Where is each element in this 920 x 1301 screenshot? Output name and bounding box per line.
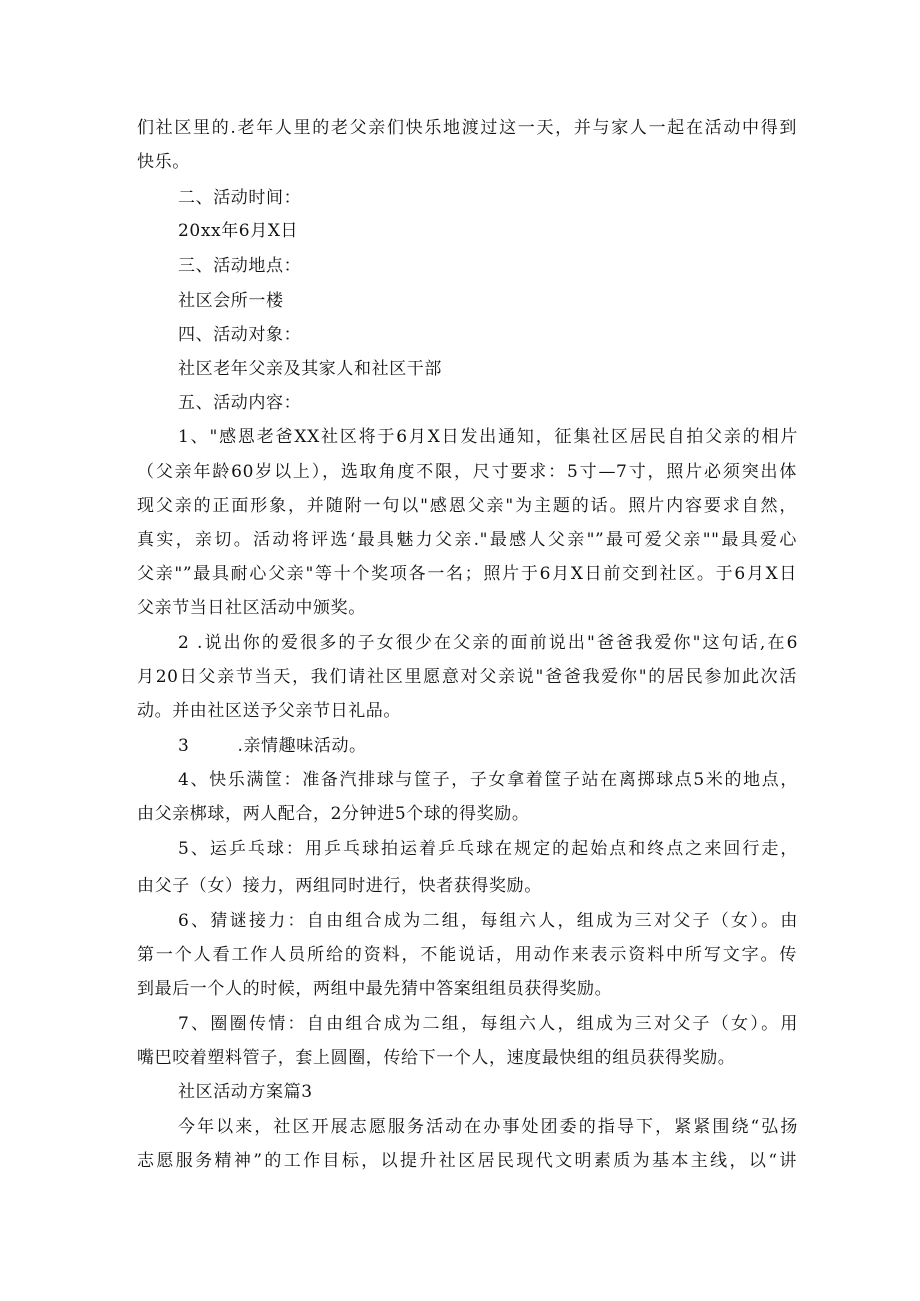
section-heading: 二、活动时间： [178, 188, 302, 208]
text-line: 们社区里的.老年人里的老父亲们快乐地渡过这一天，并与家人一起在活动中得到 [137, 118, 797, 138]
text-line: 现父亲的正面形象，并随附一句以"感恩父亲"为主题的话。照片内容要求自然， [137, 496, 797, 516]
text-line: 到最后一个人的时候，两组中最先猜中答案组组员获得奖励。 [137, 979, 613, 999]
text-line: 真实，亲切。活动将评选‘最具魅力父亲."最感人父亲"”最可爱父亲""最具爱心 [137, 530, 797, 550]
text-line: 月20日父亲节当天，我们请社区里愿意对父亲说"爸爸我爱你"的居民参加此次活 [137, 667, 797, 687]
section-heading: 五、活动内容： [178, 393, 302, 413]
text-line: 20xx年6月X日 [178, 221, 299, 241]
text-line: 由父亲梆球，两人配合，2分钟进5个球的得奖励。 [137, 804, 530, 824]
text-line: 3 .亲情趣味活动。 [178, 736, 367, 756]
text-line: 由父子（女）接力，两组同时进行，快者获得奖励。 [137, 876, 542, 896]
text-line: 1、"感恩老爸XX社区将于6月X日发出通知，征集社区居民自拍父亲的相片 [178, 427, 798, 447]
section-title: 社区活动方案篇3 [178, 1082, 313, 1102]
text-line: 7、圈圈传情：自由组合成为二组，每组六人，组成为三对父子（女）。用 [178, 1014, 798, 1034]
text-line: 4、快乐满筐：准备汽排球与筐子，子女拿着筐子站在离掷球点5米的地点， [178, 770, 798, 790]
text-line: 2 .说出你的爱很多的子女很少在父亲的面前说出"爸爸我爱你"这句话,在6 [178, 633, 798, 653]
text-line: 第一个人看工作人员所给的资料，不能说话，用动作来表示资料中所写文字。传 [137, 945, 797, 965]
section-heading: 四、活动对象： [178, 325, 302, 345]
text-line: 父亲节当日社区活动中颁奖。 [137, 598, 366, 618]
text-line: 嘴巴咬着塑料管子，套上圆圈，传给下一个人，速度最快组的组员获得奖励。 [137, 1048, 736, 1068]
text-line: 5、运乒乓球：用乒乓球拍运着乒乓球在规定的起始点和终点之来回行走， [178, 839, 798, 859]
section-heading: 三、活动地点： [178, 256, 302, 276]
text-line: 社区老年父亲及其家人和社区干部 [178, 359, 442, 379]
text-line: （父亲年龄60岁以上），选取角度不限，尺寸要求：5寸—7寸，照片必须突出体 [137, 462, 797, 482]
text-line: 动。并由社区送予父亲节日礼品。 [137, 701, 401, 721]
text-line: 6、猜谜接力：自由组合成为二组，每组六人，组成为三对父子（女）。由 [178, 911, 798, 931]
text-line: 快乐。 [137, 152, 190, 172]
text-line: 志愿服务精神”的工作目标，以提升社区居民现代文明素质为基本主线，以“讲 [137, 1151, 797, 1171]
text-line: 今年以来，社区开展志愿服务活动在办事处团委的指导下，紧紧围绕“弘扬 [178, 1117, 798, 1137]
text-line: 社区会所一楼 [178, 291, 284, 311]
text-line: 父亲"”最具耐心父亲"等十个奖项各一名；照片于6月X日前交到社区。于6月X日 [137, 564, 797, 584]
